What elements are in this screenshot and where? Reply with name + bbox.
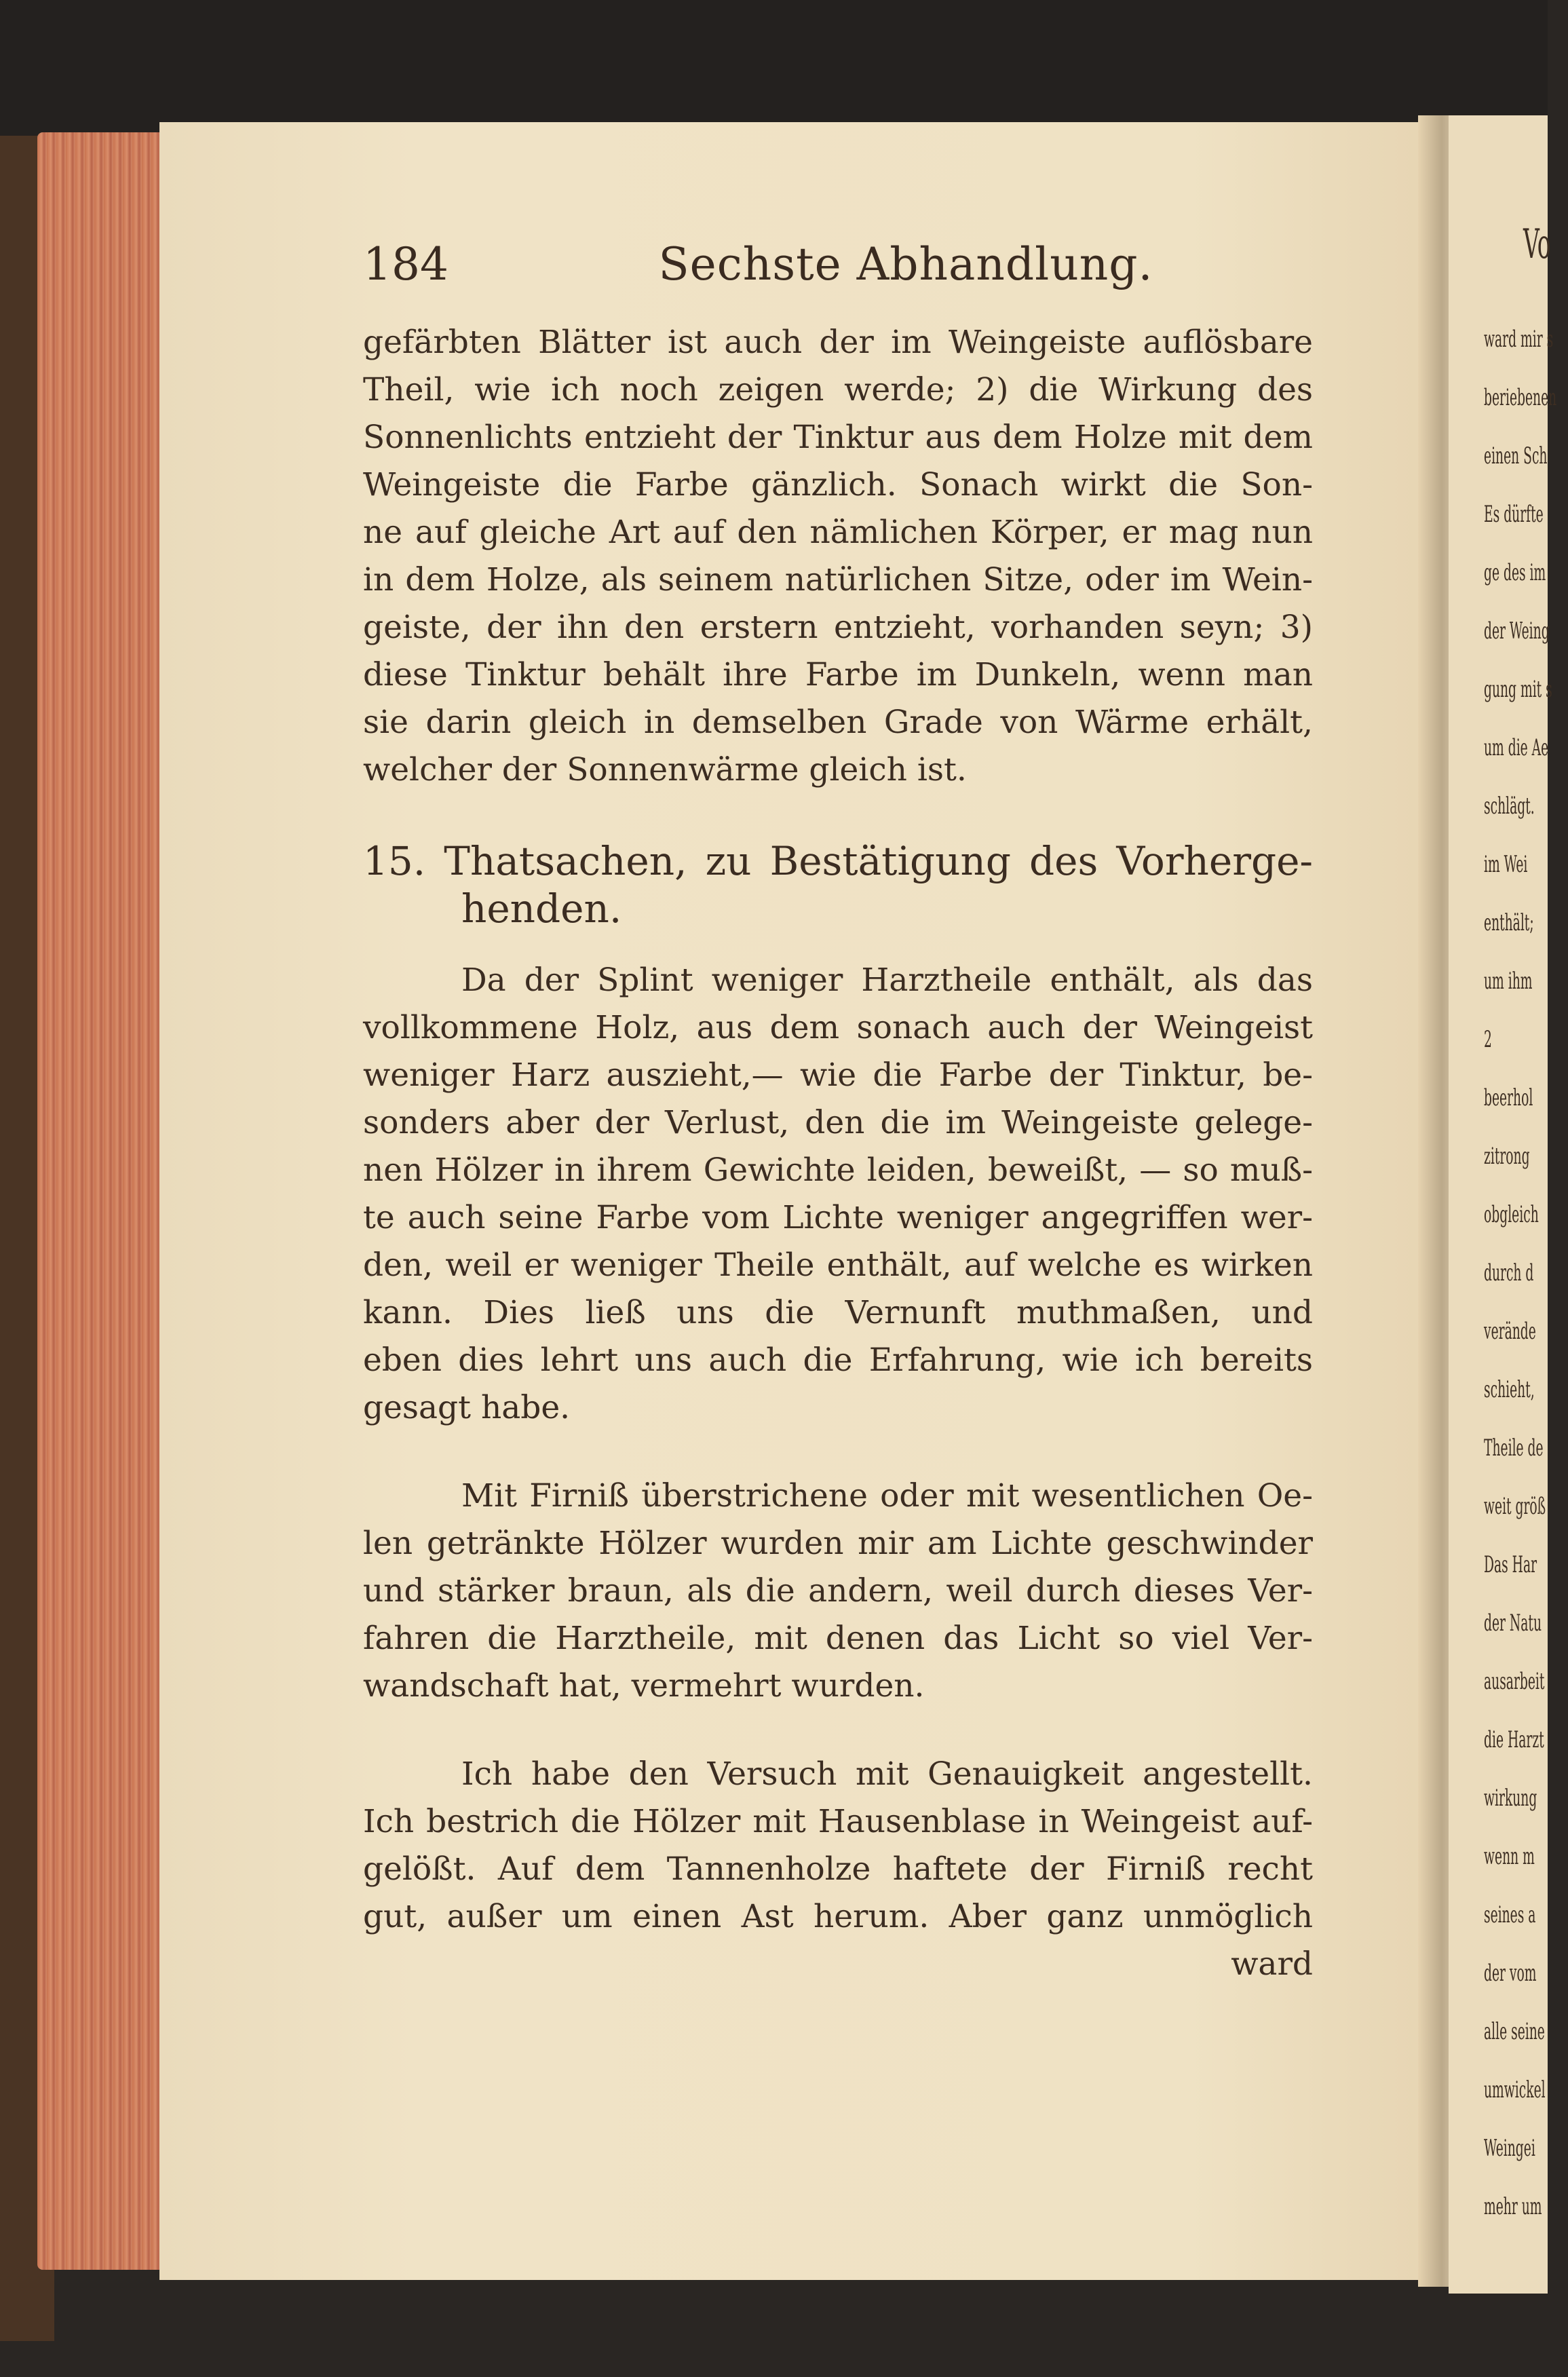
text-line: Weingeiste die Farbe gänzlich. Sonach wirkt die Son- — [363, 466, 1313, 503]
text-line: gesagt habe. — [363, 1389, 571, 1426]
facing-page-line: Es dürfte — [1484, 501, 1544, 528]
spacer — [363, 930, 1313, 957]
facing-page-line: seines a — [1484, 1901, 1536, 1928]
facing-page-line: alle seine — [1484, 2018, 1545, 2045]
facing-page-line: wenn m — [1484, 1843, 1535, 1870]
facing-page-line: zitrong — [1484, 1143, 1530, 1170]
text-line: welcher der Sonnenwärme gleich ist. — [363, 751, 967, 788]
section-heading-continued: henden. — [461, 886, 622, 932]
text-line: gefärbten Blätter ist auch der im Weingeiste auflösbare — [363, 324, 1313, 361]
text-line: wandschaft hat, vermehrt wurden. — [363, 1667, 925, 1705]
text-line: und stärker braun, als die andern, weil durch dieses Ver- — [363, 1572, 1313, 1610]
text-line: Sonnenlichts entzieht der Tinktur aus dem Holze mit dem — [363, 419, 1313, 456]
text-line: diese Tinktur behält ihre Farbe im Dunkeln, wenn man — [363, 656, 1313, 693]
facing-page-line: ward mir s — [1484, 326, 1554, 353]
facing-page-line: enthält; — [1484, 909, 1534, 936]
facing-page-line: der Natu — [1484, 1610, 1542, 1637]
text-line: Da der Splint weniger Harztheile enthält, als das — [461, 962, 1313, 999]
text-line: nen Hölzer in ihrem Gewichte leiden, beweißt, — so muß- — [363, 1152, 1313, 1189]
text-line: Ich habe den Versuch mit Genauigkeit angestellt. — [461, 1755, 1313, 1793]
facing-page-line: Weingei — [1484, 2135, 1535, 2162]
facing-page-line: beriebenen — [1484, 384, 1557, 411]
page-edges — [37, 132, 166, 2270]
page-header — [363, 234, 1296, 295]
text-line: fahren die Harztheile, mit denen das Licht so viel Ver- — [363, 1620, 1313, 1657]
text-line: in dem Holze, als seinem natürlichen Sitze, oder im Wein- — [363, 561, 1313, 598]
text-line: weniger Harz auszieht,— wie die Farbe der Tinktur, be- — [363, 1057, 1313, 1094]
text-line: gut, außer um einen Ast herum. Aber ganz unmöglich — [363, 1898, 1313, 1935]
facing-page-line: schieht, — [1484, 1376, 1535, 1403]
facing-page-line: verände — [1484, 1318, 1536, 1345]
catchword: ward — [1231, 1945, 1313, 1983]
facing-page-line: der Weing — [1484, 617, 1550, 645]
facing-page-line: weit größ — [1484, 1493, 1546, 1520]
facing-page-line: die Harzt — [1484, 1726, 1544, 1753]
facing-page-line: schlägt. — [1484, 793, 1535, 820]
facing-page-line: einen Sch — [1484, 442, 1548, 470]
text-line: den, weil er weniger Theile enthält, auf welche es wirken — [363, 1247, 1313, 1284]
text-line: vollkommene Holz, aus dem sonach auch der Weingeist — [363, 1009, 1313, 1046]
facing-page-line: wirkung — [1484, 1785, 1537, 1812]
spacer — [363, 1710, 1313, 1751]
facing-page-line: im Wei — [1484, 851, 1528, 878]
facing-page-line: um ihm — [1484, 968, 1533, 995]
section-heading: 15. Thatsachen, zu Bestätigung des Vorherge- — [363, 838, 1313, 884]
text-line: kann. Dies ließ uns die Vernunft muthmaßen, und — [363, 1294, 1313, 1331]
facing-page-line: durch d — [1484, 1259, 1534, 1287]
facing-page-line: um die Ae — [1484, 734, 1549, 761]
text-line: te auch seine Farbe vom Lichte weniger angegriffen wer- — [363, 1199, 1313, 1236]
facing-page-line: obgleich — [1484, 1201, 1539, 1228]
text-line: Mit Firniß überstrichene oder mit wesentlichen Oe- — [461, 1477, 1313, 1515]
facing-page-line: ge des im — [1484, 559, 1546, 586]
page-number: 184 — [363, 238, 448, 290]
facing-page — [1449, 115, 1557, 2294]
facing-page-line: gung mit s — [1484, 676, 1552, 703]
spacer — [363, 1432, 1313, 1472]
text-line: sie darin gleich in demselben Grade von Wärme erhält, — [363, 704, 1313, 741]
page-text — [363, 319, 1313, 1988]
text-line: ne auf gleiche Art auf den nämlichen Körper, er mag nun — [363, 514, 1313, 551]
text-line: Ich bestrich die Hölzer mit Hausenblase in Weingeist auf- — [363, 1803, 1313, 1840]
running-title: Sechste Abhandlung. — [658, 238, 1153, 290]
facing-page-line: 2 — [1484, 1026, 1492, 1053]
spacer — [363, 794, 1313, 835]
facing-page-line: mehr um — [1484, 2193, 1542, 2220]
text-line: sonders aber der Verlust, den die im Weingeiste gelege- — [363, 1104, 1313, 1141]
facing-page-line: beerhol — [1484, 1084, 1533, 1111]
text-line: eben dies lehrt uns auch die Erfahrung, wie ich bereits — [363, 1342, 1313, 1379]
text-line: Theil, wie ich noch zeigen werde; 2) die Wirkung des — [363, 371, 1313, 408]
facing-page-header: Vo — [1523, 221, 1551, 268]
facing-page-line: ausarbeit — [1484, 1668, 1545, 1695]
text-line: len getränkte Hölzer wurden mir am Lichte geschwinder — [363, 1525, 1313, 1562]
facing-page-line: umwickel — [1484, 2076, 1546, 2104]
facing-page-line: Theile de — [1484, 1434, 1544, 1462]
text-line: geiste, der ihn den erstern entzieht, vorhanden seyn; 3) — [363, 609, 1313, 646]
facing-page-line: der vom — [1484, 1960, 1537, 1987]
text-line: gelößt. Auf dem Tannenholze haftete der Firniß recht — [363, 1850, 1313, 1888]
facing-page-line: Das Har — [1484, 1551, 1537, 1578]
